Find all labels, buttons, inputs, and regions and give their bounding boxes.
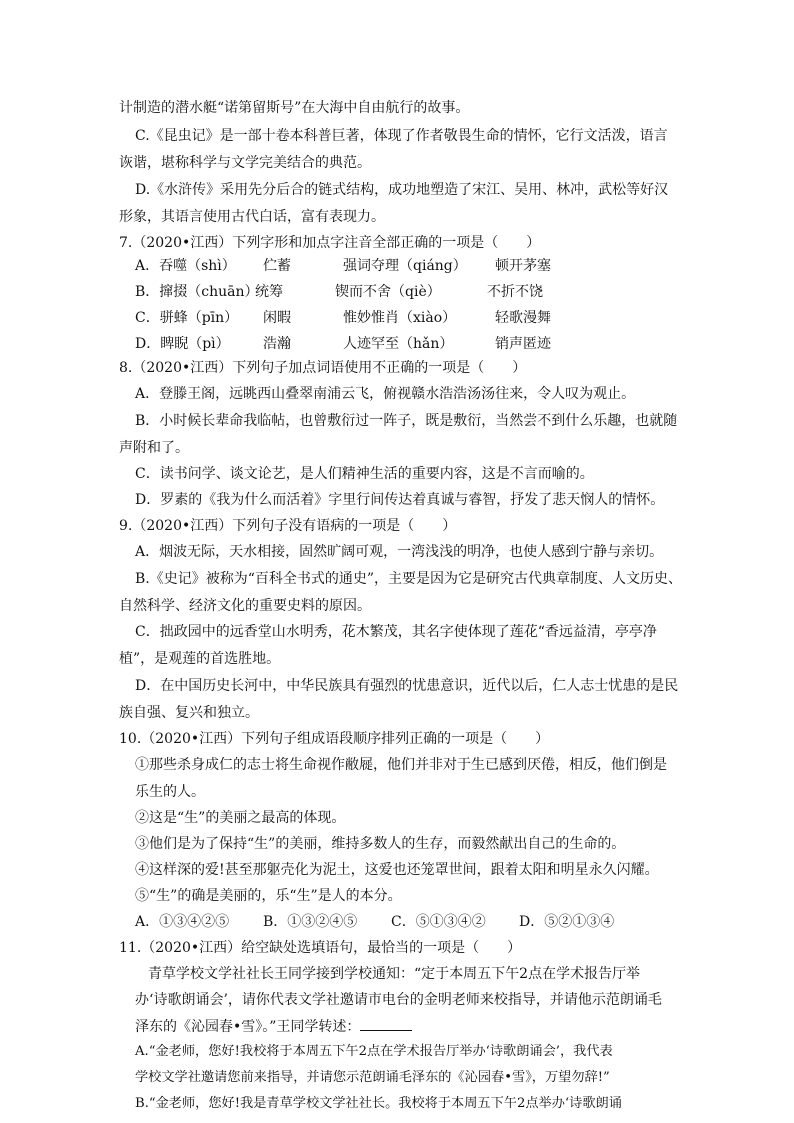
text-line: 诙谐，堪称科学与文学完美结合的典范。 xyxy=(119,155,371,171)
q7-b-word1: B．撺掇（chuān） xyxy=(135,284,259,300)
q10-option-b: B．①③②④⑤ xyxy=(263,914,358,930)
q7-c-word2: 闲暇 xyxy=(263,310,291,326)
q10-sentence-4: ④这样深的爱!甚至那躯壳化为泥土，这爱也还笼罩世间，跟着太阳和明星永久闪耀。 xyxy=(135,862,659,878)
q11-option-b: B.“金老师，您好!我是青草学校文学社社长。我校将于本周五下午2点举办‘诗歌朗诵 xyxy=(135,1096,622,1111)
q11-passage-text: 泽东的《沁园春•雪》。”王同学转述： xyxy=(135,1019,361,1035)
q7-d-word2: 浩瀚 xyxy=(263,336,291,352)
q10-sentence-1: ①那些杀身成仁的志士将生命视作敝屣，他们并非对于生已感到厌倦，相反，他们倒是 xyxy=(135,757,667,773)
q7-b-word3: 锲而不舍（qiè） xyxy=(335,284,441,300)
q7-b-word4: 不折不饶 xyxy=(487,284,543,300)
q7-c-word4: 轻歌漫舞 xyxy=(495,310,551,326)
q9-option-b: B.《史记》被称为“百科全书式的通史”，主要是因为它是研究古代典章制度、人文历史、 xyxy=(135,571,683,587)
q10-option-c: C．⑤①③④② xyxy=(391,914,486,930)
text-line: 计制造的潜水艇“诺第留斯号”在大海中自由航行的故事。 xyxy=(119,100,470,116)
q10-sentence-2: ②这是“生”的美丽之最高的体现。 xyxy=(135,810,346,826)
question-9-stem: 9.（2020•江西）下列句子没有语病的一项是（ ） xyxy=(119,518,457,534)
q7-a-word3: 强词夺理（qiáng） xyxy=(343,258,467,274)
text-line: 自然科学、经济文化的重要史料的原因。 xyxy=(119,598,371,614)
q10-option-d: D．⑤②①③④ xyxy=(519,914,615,930)
option-d-line: D.《水浒传》采用先分后合的链式结构，成功地塑造了宋江、吴用、林冲，武松等好汉 xyxy=(135,182,669,198)
q7-a-word4: 顿开茅塞 xyxy=(495,258,551,274)
q9-option-d: D．在中国历史长河中，中华民族具有强烈的忧患意识，近代以后，仁人志士忧患的是民 xyxy=(135,678,679,694)
answer-blank xyxy=(360,1016,412,1031)
q8-option-d: D．罗素的《我为什么而活着》字里行间传达着真诚与睿智，抒发了悲天悯人的情怀。 xyxy=(135,492,665,508)
q9-option-c: C．拙政园中的远香堂山水明秀，花木繁茂，其名字使体现了莲花“香远益清，亭亭净 xyxy=(135,624,657,640)
q11-option-a: A.“金老师，您好!我校将于本周五下午2点在学术报告厅举办‘诗歌朗诵会’，我代表 xyxy=(135,1044,613,1059)
text-line: 学校文学社邀请您前来指导，并请您示范朗诵毛泽东的《沁园春•雪》，万望勿辞!” xyxy=(135,1070,610,1085)
q7-c-word3: 惟妙惟肖（xiào） xyxy=(343,310,457,326)
q7-c-word1: C．骈蜂（pīn） xyxy=(135,310,239,326)
q7-d-word3: 人迹罕至（hǎn） xyxy=(343,336,454,352)
q10-sentence-5: ⑤“生”的确是美丽的，乐“生”是人的本分。 xyxy=(135,888,402,904)
q7-b-word2: 统筹 xyxy=(255,284,283,300)
q8-option-a: A．登滕王阁，远眺西山叠翠南浦云飞，俯视赣水浩浩汤汤往来，令人叹为观止。 xyxy=(135,386,636,402)
q11-passage: 办‘诗歌朗诵会’，请你代表文学社邀请市电台的金明老师来校指导，并请他示范朗诵毛 xyxy=(135,992,662,1008)
question-7-stem: 7.（2020•江西）下列字形和加点字注音全部正确的一项是（ ） xyxy=(119,235,541,251)
q10-option-a: A．①③④②⑤ xyxy=(135,914,230,930)
text-line: 乐生的人。 xyxy=(135,784,205,800)
q8-option-c: C．读书问学、谈文论艺，是人们精神生活的重要内容，这是不言而喻的。 xyxy=(135,466,594,482)
option-c-line: C.《昆虫记》是一部十卷本科普巨著，体现了作者敬畏生命的情怀，它行文活泼，语言 xyxy=(135,128,668,144)
q7-d-word4: 销声匿迹 xyxy=(495,336,551,352)
text-line: 族自强、复兴和独立。 xyxy=(119,705,259,721)
q9-option-a: A．烟波无际，天水相接，固然旷阔可观，一湾浅浅的明净，也使人感到宁静与亲切。 xyxy=(135,544,664,560)
q7-d-word1: D．睥睨（pì） xyxy=(135,336,230,352)
text-line: 声附和了。 xyxy=(119,440,189,456)
q7-a-word1: A．吞噬（shì） xyxy=(135,258,236,274)
q7-a-word2: 伫蓄 xyxy=(263,258,291,274)
text-line: 形象，其语言使用古代白话，富有表现力。 xyxy=(119,209,385,225)
q8-option-b: B．小时候长辈命我临帖，也曾敷衍过一阵子，既是敷衍，当然尝不到什么乐趣，也就随 xyxy=(135,413,678,429)
question-11-stem: 11.（2020•江西）给空缺处选填语句，最恰当的一项是（ ） xyxy=(119,940,522,956)
question-8-stem: 8.（2020•江西）下列句子加点词语使用不正确的一项是（ ） xyxy=(119,360,527,376)
question-10-stem: 10.（2020•江西）下列句子组成语段顺序排列正确的一项是（ ） xyxy=(119,731,550,747)
q11-passage-end xyxy=(135,1016,412,1037)
q11-passage: 青草学校文学社社长王同学接到学校通知：“定于本周五下午2点在学术报告厅举 xyxy=(148,966,641,982)
q10-sentence-3: ③他们是为了保持“生”的美丽，维持多数人的生存，而毅然献出自己的生命的。 xyxy=(135,836,626,852)
text-line: 植”，是观莲的首选胜地。 xyxy=(119,651,281,667)
